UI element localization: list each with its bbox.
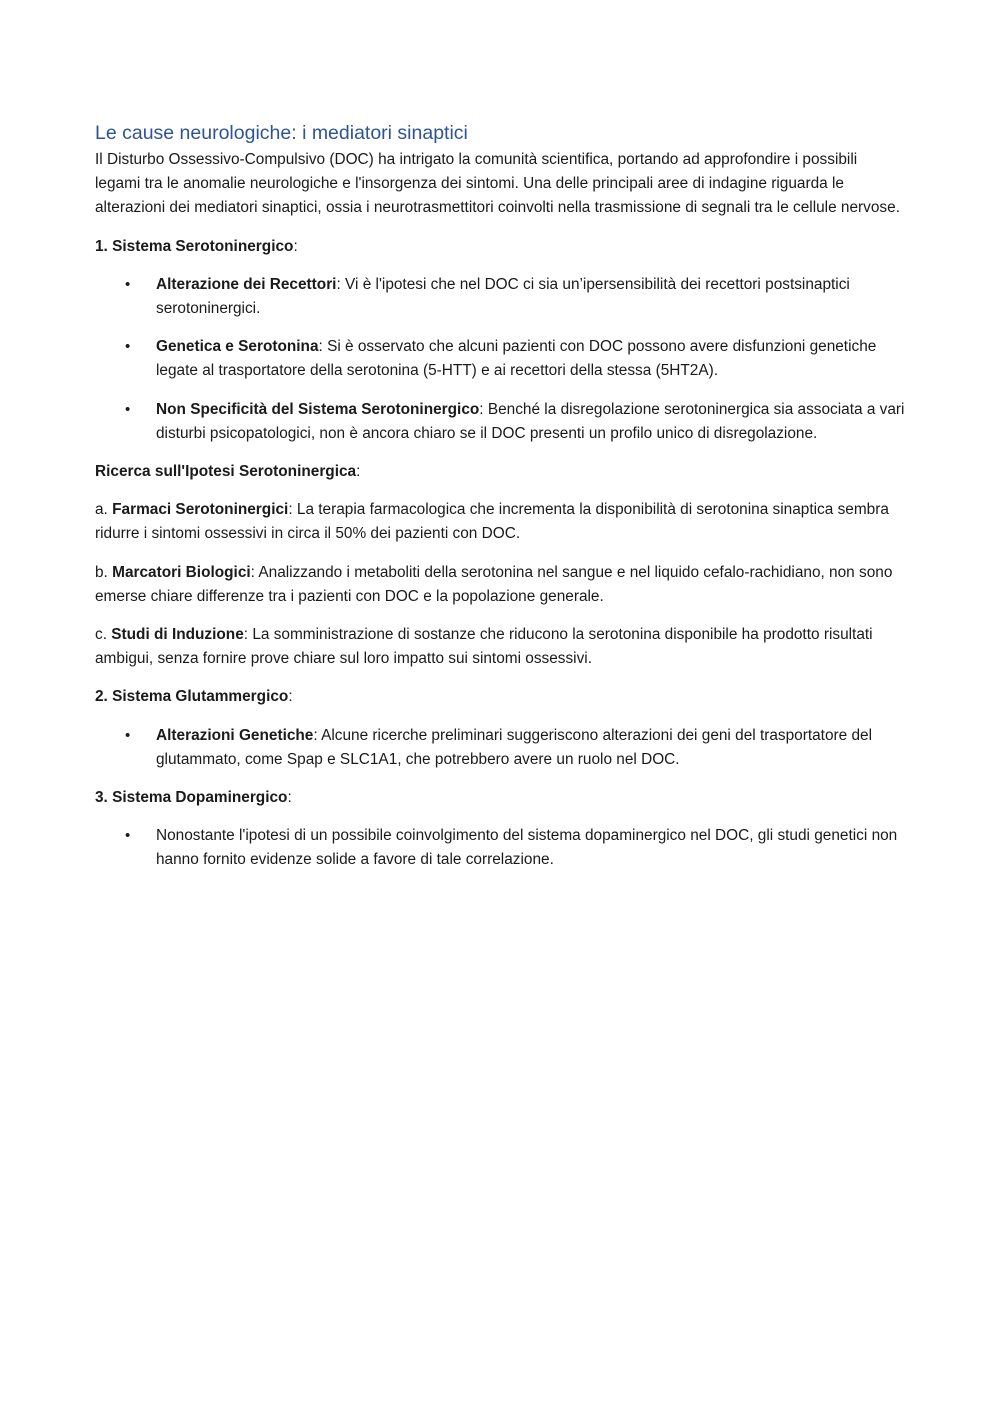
research-item-prefix: b. [95, 563, 113, 581]
section-heading-colon: : [287, 789, 292, 807]
section-heading-dopamine [95, 786, 905, 810]
research-item-a [95, 498, 905, 546]
list-item [95, 273, 905, 321]
list-item [95, 824, 905, 872]
bullet-icon: • [125, 400, 131, 418]
research-item-prefix: c. [95, 626, 112, 644]
document-page [95, 120, 905, 887]
list-item [95, 724, 905, 772]
list-item-text: : Si è osservato che alcuni pazienti con DOC possono avere disfunzioni genetiche legate al trasportatore della serotonina (5-HTT) e ai recettori della stessa (5HT2A). [156, 338, 877, 380]
section-heading-text: Ricerca sull'Ipotesi Serotoninergica [95, 463, 357, 481]
section-heading-colon: : [293, 237, 298, 255]
section-heading-text: 2. Sistema Glutammergico [95, 688, 289, 706]
bullet-icon: • [125, 726, 131, 744]
dopamine-list [95, 824, 905, 872]
research-item-term: Marcatori Biologici [112, 563, 251, 581]
section-heading-glutamate [95, 685, 905, 709]
list-item-text: : Alcune ricerche preliminari suggeriscono alterazioni dei geni del trasportatore del glutammato, come Spap e SLC1A1, che potrebbero avere un ruolo nel DOC. [156, 726, 873, 768]
list-item-term: Alterazione dei Recettori [156, 275, 337, 293]
research-item-text: : La terapia farmacologica che incrementa la disponibilità di serotonina sinaptica sembra ridurre i sintomi ossessivi in circa il 50% dei pazienti con DOC. [95, 501, 889, 543]
bullet-icon: • [125, 275, 131, 293]
research-item-prefix: a. [95, 501, 113, 519]
research-item-term: Farmaci Serotoninergici [112, 501, 289, 519]
section-heading-research [95, 460, 905, 484]
list-item [95, 335, 905, 383]
bullet-icon: • [125, 338, 131, 356]
research-item-text: : La somministrazione di sostanze che riducono la serotonina disponibile ha prodotto risultati ambigui, senza fornire prove chiare sul loro impatto sui sintomi ossessivi. [95, 626, 873, 668]
list-item-text: : Benché la disregolazione serotoninergica sia associata a vari disturbi psicopatologici, non è ancora chiaro se il DOC presenti un profilo unico di disregolazione. [156, 400, 905, 442]
section-heading-colon: : [288, 688, 293, 706]
section-heading-text: 3. Sistema Dopaminergico [95, 789, 288, 807]
glutamate-list [95, 724, 905, 772]
research-item-c [95, 623, 905, 671]
serotonin-list [95, 273, 905, 446]
intro-paragraph: Il Disturbo Ossessivo-Compulsivo (DOC) ha intrigato la comunità scientifica, portando ad approfondire i possibili legami tra le anomalie neurologiche e l'insorgenza dei sintomi. Una delle principali aree di indagine riguarda le alterazioni dei mediatori sinaptici, ossia i neurotrasmettitori coinvolti nella trasmissione di segnali tra le cellule nervose. [95, 151, 900, 217]
section-heading-colon: : [356, 463, 361, 481]
section-heading-text: 1. Sistema Serotoninergico [95, 237, 294, 255]
section-heading-serotonin [95, 235, 905, 259]
bullet-icon: • [125, 827, 131, 845]
list-item-term: Alterazioni Genetiche [156, 726, 314, 744]
list-item-term: Non Specificità del Sistema Serotoninergico [156, 400, 480, 418]
list-item-text: : Vi è l'ipotesi che nel DOC ci sia un’ipersensibilità dei recettori postsinaptici serotoninergici. [156, 275, 850, 318]
list-item [95, 398, 905, 446]
page-title: Le cause neurologiche: i mediatori sinaptici [95, 122, 468, 144]
research-item-term: Studi di Induzione [111, 626, 244, 644]
list-item-term: Genetica e Serotonina [156, 338, 319, 356]
research-item-text: : Analizzando i metaboliti della serotonina nel sangue e nel liquido cefalo-rachidiano, non sono emerse chiare differenze tra i pazienti con DOC e la popolazione generale. [95, 563, 893, 605]
research-item-b [95, 561, 905, 609]
list-item-text: Nonostante l'ipotesi di un possibile coinvolgimento del sistema dopaminergico nel DOC, gli studi genetici non hanno fornito evidenze solide a favore di tale correlazione. [156, 827, 898, 869]
